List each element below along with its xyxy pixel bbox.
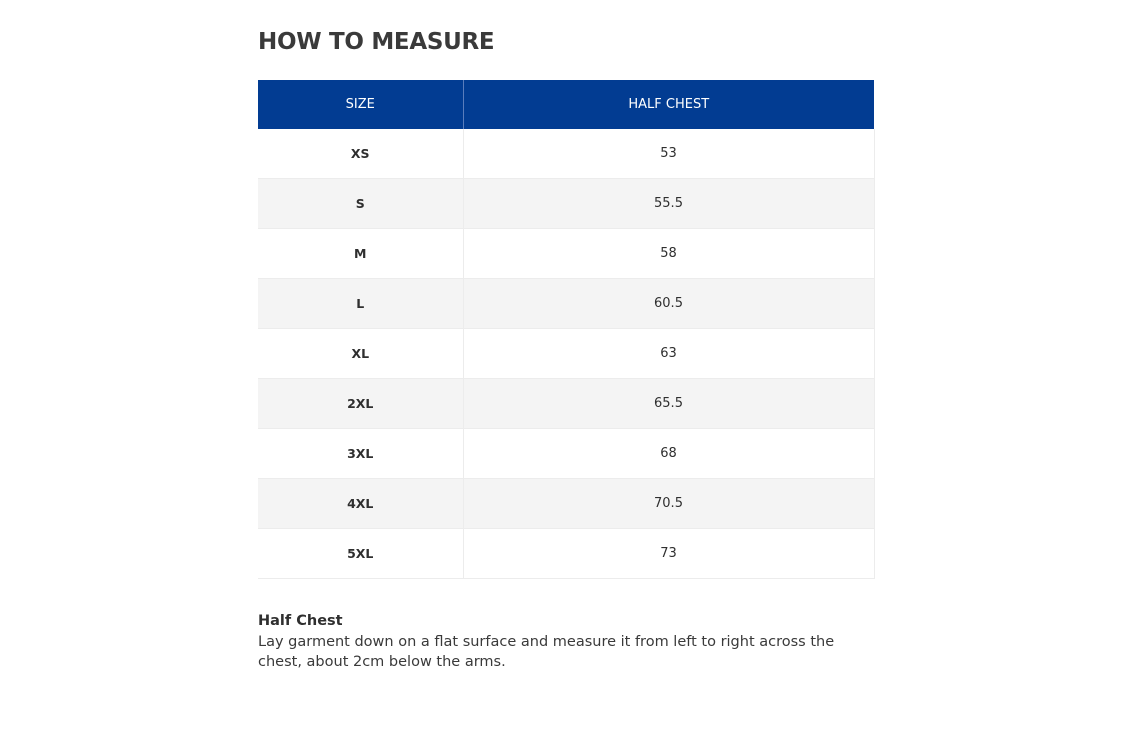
note-title: Half Chest <box>258 613 343 629</box>
size-column-header: SIZE <box>258 80 463 129</box>
table-row <box>258 429 874 479</box>
half-chest-cell: 73 <box>463 529 874 579</box>
size-cell: 4XL <box>258 479 463 529</box>
size-chart-table <box>258 80 875 579</box>
half-chest-cell: 70.5 <box>463 479 874 529</box>
half-chest-cell: 68 <box>463 429 874 479</box>
table-row <box>258 479 874 529</box>
table-row <box>258 329 874 379</box>
table-row <box>258 129 874 179</box>
table-row <box>258 229 874 279</box>
table-header-row <box>258 80 874 129</box>
size-cell: 2XL <box>258 379 463 429</box>
half-chest-cell: 58 <box>463 229 874 279</box>
size-cell: XS <box>258 129 463 179</box>
half-chest-cell: 55.5 <box>463 179 874 229</box>
table-row <box>258 379 874 429</box>
half-chest-column-header: HALF CHEST <box>463 80 874 129</box>
size-cell: 3XL <box>258 429 463 479</box>
measurement-note <box>258 611 878 672</box>
size-cell: S <box>258 179 463 229</box>
half-chest-cell: 63 <box>463 329 874 379</box>
note-text: Lay garment down on a flat surface and measure it from left to right across the chest, about 2cm below the arms. <box>258 634 835 670</box>
size-cell: M <box>258 229 463 279</box>
table-row <box>258 529 874 579</box>
size-guide-content <box>258 26 874 670</box>
table-row <box>258 179 874 229</box>
half-chest-cell: 65.5 <box>463 379 874 429</box>
half-chest-cell: 60.5 <box>463 279 874 329</box>
size-cell: 5XL <box>258 529 463 579</box>
size-cell: L <box>258 279 463 329</box>
size-cell: XL <box>258 329 463 379</box>
page-title: HOW TO MEASURE <box>258 29 495 55</box>
table-row <box>258 279 874 329</box>
half-chest-cell: 53 <box>463 129 874 179</box>
